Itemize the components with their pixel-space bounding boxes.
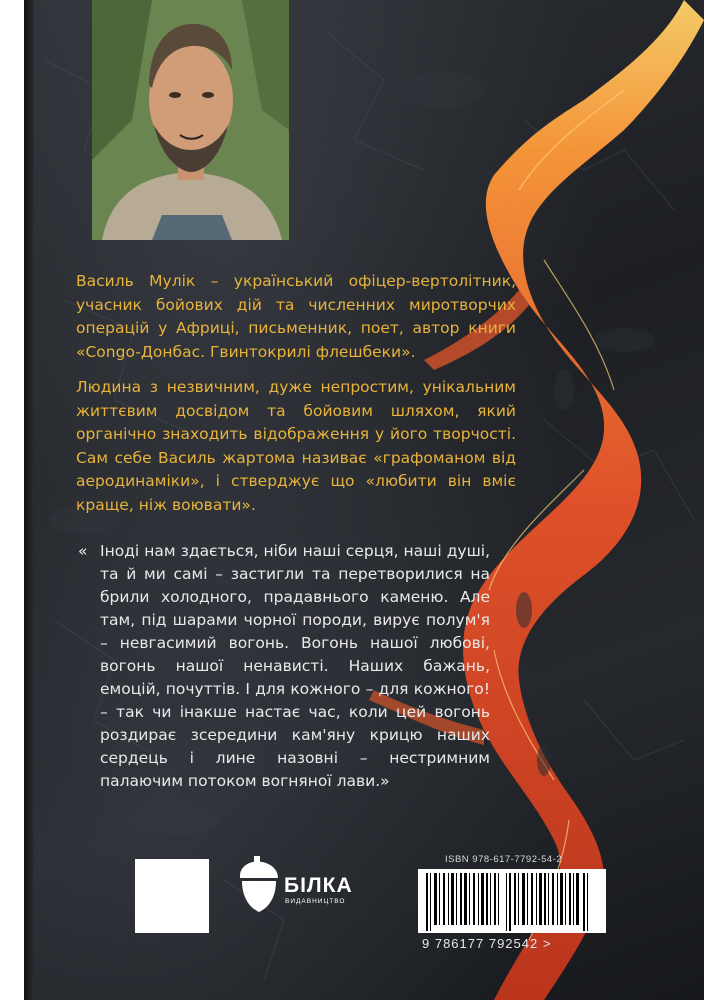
author-photo — [92, 0, 289, 240]
publisher-subtitle: ВИДАВНИЦТВО — [285, 898, 346, 905]
book-quote — [78, 540, 490, 793]
publisher-logo — [232, 856, 392, 916]
book-back-cover — [24, 0, 704, 1000]
barcode — [418, 869, 606, 933]
author-portrait-illustration — [92, 0, 289, 240]
quote-text: Іноді нам здається, ніби наші серця, наші душі, та й ми самі – застигли та перетворилися на брили холодного, прадавнього каменю. Але там, під шарами чорної породи, вирує полум'я – невгасимий вогонь. Вогонь нашої любові, вогонь нашої ненависті. Наших бажань, емоцій, почуттів. І для кожного – для кожного! – так чи інакше настає час, коли цей вогонь роздирає зсередини кам'яну крицю наших сердець і лине назовні – нестримним палаючим потоком вогняної лави.» — [100, 542, 490, 790]
isbn-label: ISBN 978-617-7792-54-2 — [445, 854, 563, 865]
blank-label-box — [135, 859, 209, 933]
bio-paragraph-1: Василь Мулік – український офіцер-вертолітник, учасник бойових дій та численних миротворчих операцій у Африці, письменник, поет, автор книги «Congo-Донбас. Гвинтокрилі флешбеки». — [76, 272, 516, 361]
publisher-name: БІЛКА — [284, 874, 353, 897]
barcode-digits: 9 786177 792542 > — [422, 936, 552, 951]
bio-paragraph-2: Людина з незвичним, дуже непростим, унікальним життєвим досвідом та бойовим шляхом, який органічно знаходить відображення у його творчості. Сам себе Василь жартома називає «графоманом від аеродинаміки», і стверджує що «любити він вміє краще, ніж воювати». — [76, 378, 516, 514]
acorn-icon — [232, 856, 284, 916]
author-biography — [76, 270, 516, 529]
barcode-bars — [418, 869, 606, 933]
quote-open-mark: « — [78, 542, 88, 560]
